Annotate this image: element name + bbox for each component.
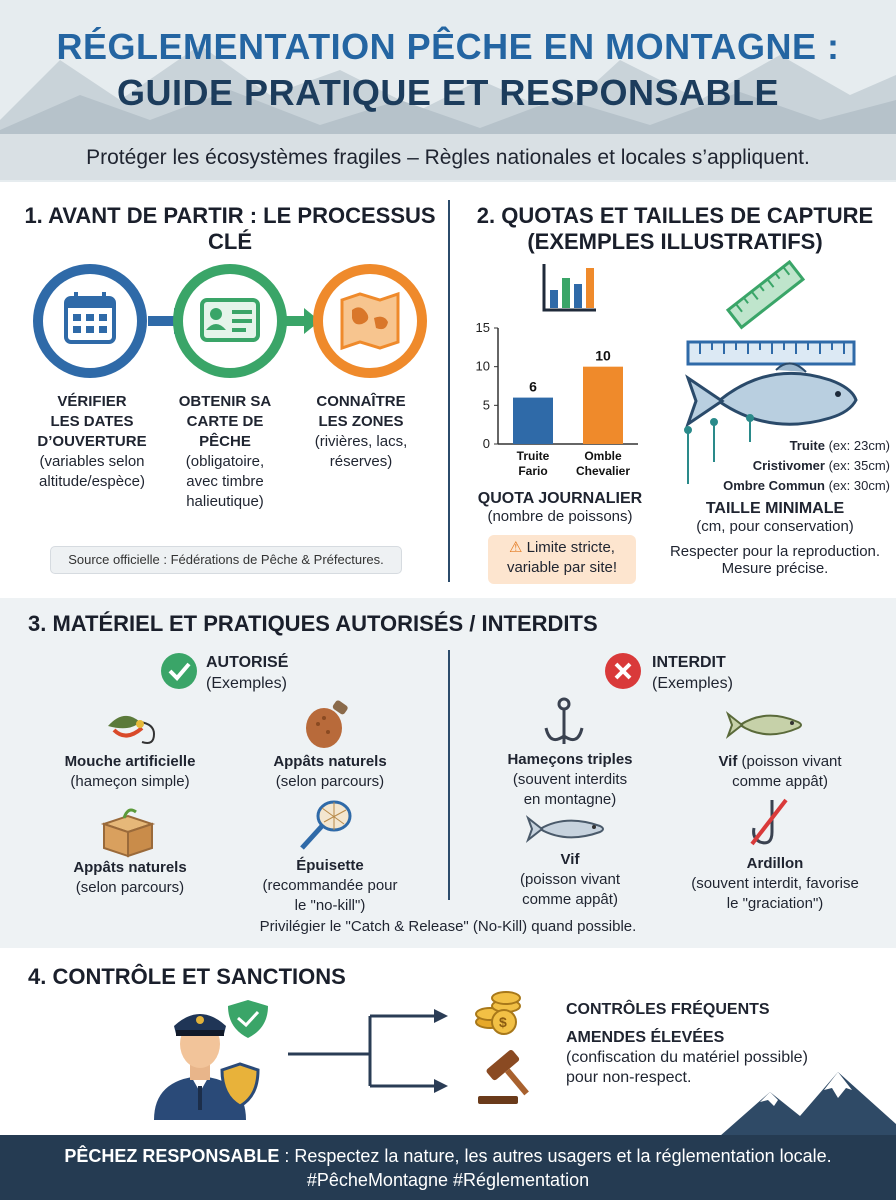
quota-caption [470, 490, 650, 525]
footer-text: : Respectez la nature, les autres usagers et la réglementation locale. [279, 1146, 832, 1166]
forbidden-item-4 [670, 854, 880, 914]
step3-detail-line2: réserves) [329, 453, 393, 470]
allowed-item-4-detail-line1: (recommandée pour [262, 877, 398, 894]
allowed-item-3-detail: (selon parcours) [75, 879, 185, 896]
step2-label [160, 392, 290, 512]
footer-hashtags: #PêcheMontagne #Réglementation [306, 1170, 590, 1190]
allowed-item-1-detail: (hameçon simple) [70, 773, 190, 790]
allowed-item-3 [40, 858, 220, 898]
step3-detail-line1: (rivières, lacs, [314, 433, 408, 450]
source-note: Source officielle : Fédérations de Pêche & Préfectures. [50, 546, 402, 574]
fish-icon [688, 363, 856, 424]
allowed-item-3-title: Appâts naturels [73, 859, 187, 876]
size-caption [660, 500, 890, 577]
category-label: Chevalier [575, 464, 631, 478]
svg-text:$: $ [499, 1014, 507, 1030]
category-label: Fario [518, 464, 548, 478]
forbidden-item-4-title: Ardillon [746, 855, 804, 872]
bar [583, 367, 623, 444]
size-sub: (cm, pour conservation) [696, 518, 854, 535]
step3-title-line1: CONNAÎTRE [316, 393, 406, 410]
size-name-cristivomer: Cristivomer [752, 458, 825, 473]
bait-icon [300, 696, 356, 752]
shield-check-icon [228, 1000, 268, 1038]
step2-detail-line3: halieutique) [186, 493, 264, 510]
step2-title-line3: PÊCHE [199, 433, 251, 450]
allowed-item-2-detail: (selon parcours) [275, 773, 385, 790]
measuring-ruler-icon [688, 342, 854, 364]
sanctions-line1: CONTRÔLES FRÉQUENTS [566, 1001, 770, 1018]
section3-title: 3. MATÉRIEL ET PRATIQUES AUTORISÉS / INTERDITS [28, 611, 598, 636]
treble-hook-icon [540, 696, 588, 750]
step2-title-line2: CARTE DE [186, 413, 264, 430]
footer-bold: PÊCHEZ RESPONSABLE [64, 1146, 280, 1166]
section-divider [448, 200, 450, 582]
barb-hook-icon [744, 794, 792, 850]
page-subtitle: Protéger les écosystèmes fragiles – Règles nationales et locales s’appliquent. [86, 146, 810, 169]
section2-title [455, 203, 895, 255]
forbidden-item-1-detail-line2: en montagne) [523, 791, 617, 808]
category-label: Omble [584, 449, 622, 463]
bait-box-icon [98, 804, 158, 858]
quota-label: QUOTA JOURNALIER [477, 490, 643, 507]
mountain-corner-icon [720, 1072, 896, 1136]
section2-title-line1: 2. QUOTAS ET TAILLES DE CAPTURE [476, 203, 874, 228]
live-bait-fish-icon [726, 706, 812, 744]
step3-label [296, 392, 426, 472]
y-tick-label: 5 [482, 397, 490, 413]
size-list [690, 436, 890, 496]
data-label: 6 [529, 378, 537, 395]
size-item-ombre [690, 476, 890, 496]
step1-label [22, 392, 162, 492]
step1-title-line3: D’OUVERTURE [37, 433, 147, 450]
allowed-item-2 [240, 752, 420, 792]
calendar-icon [38, 269, 142, 373]
warning-icon: ⚠ [509, 539, 523, 556]
live-bait-fish-2-icon [526, 810, 612, 848]
size-note-line1: Respecter pour la reproduction. [669, 543, 881, 560]
id-card-icon [178, 269, 282, 373]
allowed-item-4-title: Épuisette [296, 857, 364, 874]
bar [513, 398, 553, 444]
allowed-heading: AUTORISÉ [206, 654, 289, 671]
allowed-item-1-title: Mouche artificielle [64, 753, 196, 770]
forbidden-heading-block [652, 652, 733, 694]
forbidden-item-3 [480, 850, 660, 910]
police-officer-icon [140, 996, 280, 1120]
quota-chart [466, 318, 646, 488]
forbidden-item-3-detail-line1: (poisson vivant [519, 871, 621, 888]
allowed-item-4 [240, 856, 420, 916]
section1-title-line1: 1. AVANT DE PARTIR : LE PROCESSUS [24, 203, 436, 228]
allowed-heading-block [206, 652, 288, 694]
step1-detail-line2: altitude/espèce) [39, 473, 145, 490]
section4-title: 4. CONTRÔLE ET SANCTIONS [28, 964, 346, 989]
forbidden-item-4-detail-line1: (souvent interdit, favorise [691, 875, 859, 892]
catch-release-note: Privilégier le "Catch & Release" (No-Kill) quand possible. [259, 918, 637, 935]
forbidden-sub: (Exemples) [652, 675, 733, 692]
gavel-icon [470, 1046, 534, 1108]
arrow-1-icon [148, 316, 176, 326]
allowed-sub: (Exemples) [206, 675, 287, 692]
sanctions-line3: (confiscation du matériel possible) [566, 1049, 808, 1066]
warning-box [488, 535, 636, 584]
bar-chart-icon [540, 262, 600, 314]
size-note-line2: Mesure précise. [721, 560, 829, 577]
landing-net-icon [296, 796, 356, 854]
size-item-cristivomer [690, 456, 890, 476]
allowed-item-1 [40, 752, 220, 792]
size-label: TAILLE MINIMALE [705, 500, 845, 517]
process-diagram [30, 262, 430, 382]
check-icon [160, 652, 198, 690]
footer-line1 [0, 1146, 896, 1167]
forbidden-item-3-title: Vif [560, 851, 580, 868]
section1-title-line2: CLÉ [208, 229, 252, 254]
size-name-trout: Truite [789, 438, 825, 453]
size-value-ombre: (ex: 30cm) [828, 478, 890, 493]
map-icon [318, 269, 422, 373]
step3-title-line2: LES ZONES [318, 413, 404, 430]
forbidden-item-2 [680, 752, 880, 792]
data-label: 10 [595, 347, 611, 364]
size-item-trout [690, 436, 890, 456]
step2-detail-line1: (obligatoire, [185, 453, 265, 470]
category-label: Truite [516, 449, 550, 463]
size-value-cristivomer: (ex: 35cm) [828, 458, 890, 473]
sanctions-line2: AMENDES ÉLEVÉES [566, 1029, 725, 1046]
step1-detail-line1: (variables selon [39, 453, 145, 470]
forbidden-heading: INTERDIT [652, 654, 726, 671]
section3-divider [448, 650, 450, 900]
fly-lure-icon [100, 702, 160, 750]
step1-title-line2: LES DATES [50, 413, 134, 430]
quota-sub: (nombre de poissons) [487, 508, 633, 525]
allowed-item-4-detail-line2: le "no-kill") [294, 897, 366, 914]
section1-title [20, 203, 440, 255]
warning-line1: Limite stricte, [526, 539, 615, 556]
coins-icon [470, 978, 530, 1038]
forbidden-item-2-title: Vif [718, 753, 738, 770]
forbidden-item-1-title: Hameçons triples [507, 751, 633, 768]
warning-line2: variable par site! [506, 559, 618, 576]
section2-title-line2: (EXEMPLES ILLUSTRATIFS) [527, 229, 823, 254]
size-name-ombre: Ombre Commun [723, 478, 825, 493]
ruler-icon [728, 262, 803, 327]
allowed-item-2-title: Appâts naturels [273, 753, 387, 770]
forbidden-item-2-detail-line2: comme appât) [732, 773, 828, 790]
cross-icon [604, 652, 642, 690]
y-tick-label: 0 [482, 436, 490, 451]
forbidden-item-1-detail-line1: (souvent interdits [512, 771, 628, 788]
branch-arrows [286, 1004, 456, 1104]
step2-title-line1: OBTENIR SA [178, 393, 272, 410]
forbidden-item-1 [480, 750, 660, 810]
page-title-line2: GUIDE PRATIQUE ET RESPONSABLE [117, 72, 779, 113]
forbidden-item-2-detail-line1: (poisson vivant [737, 753, 842, 770]
y-tick-label: 10 [475, 358, 490, 374]
size-value-trout: (ex: 23cm) [828, 438, 890, 453]
sanctions-line4: pour non-respect. [566, 1069, 692, 1086]
page-title-line1: RÉGLEMENTATION PÊCHE EN MONTAGNE : [56, 26, 840, 67]
y-tick-label: 15 [475, 320, 490, 335]
forbidden-item-4-detail-line2: le "graciation") [726, 895, 824, 912]
forbidden-item-3-detail-line2: comme appât) [522, 891, 618, 908]
step1-title-line1: VÉRIFIER [57, 393, 127, 410]
step2-detail-line2: avec timbre [186, 473, 264, 490]
